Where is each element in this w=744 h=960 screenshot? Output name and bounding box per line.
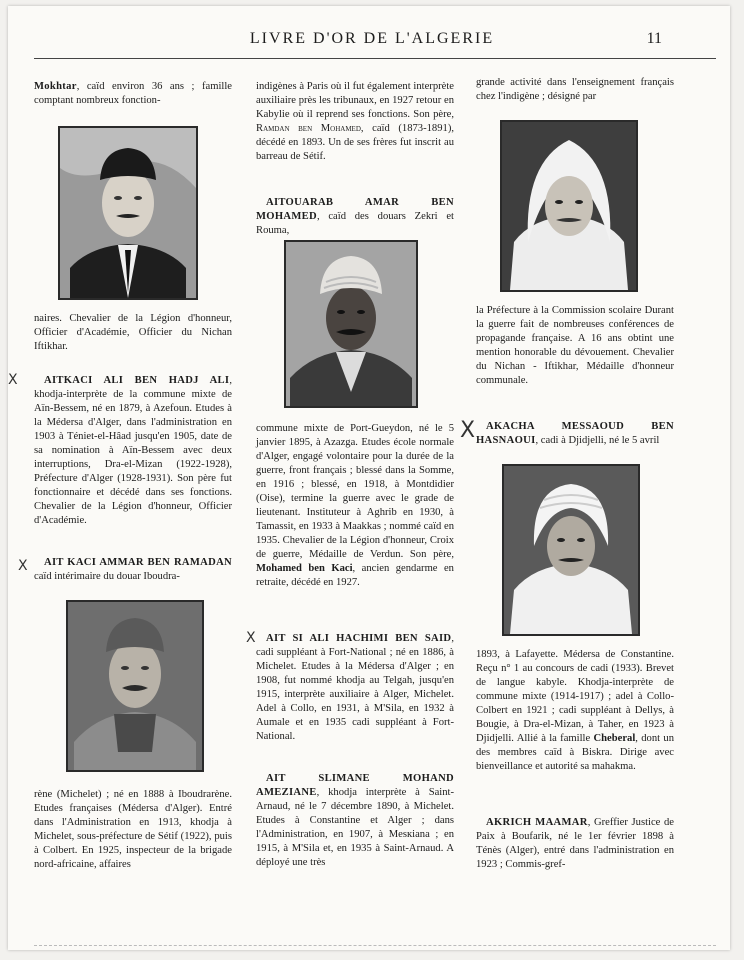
column-2-top bbox=[256, 80, 454, 164]
entry-text: , khodja interprète à Saint-Arnaud, né le 7 décembre 1890, à Michelet. Etudes à Constantine et Alger ; dans l'Administration, en 1907, à Mesкiana ; en 1915, à M'Sila et, en 1935 à Saint-Arnaud. A déployé une très bbox=[256, 787, 454, 868]
column-3-entry-1-cont bbox=[476, 648, 674, 774]
entry-name: AIT KACI AMMAR BEN RAMADAN bbox=[44, 557, 232, 568]
entry-text: , caïd des douars Zekri et Rouma, bbox=[256, 211, 454, 236]
column-1-entry-1-cont bbox=[34, 312, 232, 354]
column-3-top bbox=[476, 76, 674, 104]
father-name: Mohamed ben Kaci bbox=[256, 563, 353, 574]
entry-text: naires. Chevalier de la Légion d'honneur, Officier d'Académie, Officier du Nichan Iftikhar. bbox=[34, 313, 232, 352]
column-2-entry-3 bbox=[256, 772, 454, 870]
entry-text: rène (Michelet) ; né en 1888 à Iboudrarène. Etudes françaises (Médersa d'Alger). Entré dans l'Administration en 1913, khodja à Michelet, sous-préfecture de Sétif (1922), puis à Colbert. En 1925, inspecteur de la brigade nord-africaine, affaires bbox=[34, 789, 232, 870]
entry-text: , caïd environ 36 ans ; famille comptant nombreux fonction- bbox=[34, 81, 232, 106]
margin-x-mark: X bbox=[8, 372, 18, 388]
entry-name: AITKACI ALI BEN HADJ ALI bbox=[44, 375, 230, 386]
entry-text: , khodja-interprète de la commune mixte de Aïn-Bessem, né en 1879, à Azefoun. Etudes à la Médersa d'Alger, dans l'administration en 1903 à Téniet-el-Hâad jusqu'en 1905, date de sa nomination à Aïn-Bessem avec deux interruptions, Dra-el-Mizan (1922-1928), Préfecture d'Alger (1928-1931). Son père fut fonctionnaire et décédé dans ses fonctions. Chevalier de la Légion d'honneur, Officier d'Académie. bbox=[34, 375, 232, 526]
entry-name: AITOUARAB AMAR BEN MOHAMED bbox=[256, 197, 454, 222]
margin-x-mark: X bbox=[18, 558, 28, 574]
entry-text: , Greffier Justice de Paix à Boufarik, né le 1er février 1898 à Ténès (Alger), entré dans l'administration en 1923 ; Commis-gref- bbox=[476, 817, 675, 870]
entry-name: AKACHA MESSAOUD BEN HASNAOUI bbox=[476, 421, 674, 446]
entry-text: grande activité dans l'enseignement français chez l'indigène ; désigné par bbox=[476, 77, 674, 102]
entry-name: Mokhtar bbox=[34, 81, 77, 92]
entry-text: , cadi à Djidjelli, né le 5 avril bbox=[535, 435, 660, 446]
column-3-entry-2 bbox=[476, 816, 674, 872]
column-2-entry-2 bbox=[256, 632, 454, 744]
portrait-white-headdress-icon bbox=[502, 464, 640, 636]
portrait-white-headdress-icon bbox=[500, 120, 638, 292]
entry-text: la Préfecture à la Commission scolaire Durant la guerre fait de nombreuses conférences de propagande française. A 16 ans obtint une mention honorable du dévouement. Chevalier du Nichan - Iftikhar, Médaille d'honneur communale. bbox=[476, 305, 674, 386]
column-1-entry-2 bbox=[34, 374, 232, 528]
portrait-fez-icon bbox=[58, 126, 198, 300]
portrait-turban-icon bbox=[66, 600, 204, 772]
entry-text: caïd intérimaire du douar Iboudra- bbox=[34, 571, 180, 582]
entry-text: , caïd (1873-1891), décédé en 1893. Un de ses frères fut inscrit au barreau de Sétif. bbox=[256, 123, 454, 162]
entry-name: AIT SLIMANE MOHAND AMEZIANE bbox=[256, 773, 454, 798]
entry-name: AIT SI ALI HACHIMI BEN SAID bbox=[266, 633, 452, 644]
entry-text: , ancien gendarme en retraite, décédé en 1927. bbox=[256, 563, 454, 588]
entry-text: commune mixte de Port-Gueydon, né le 5 janvier 1895, à Azazga. Etudes école normale d'Alger, engagé volontaire pour la durée de la guerre, front français ; blessé dans la Somme, en 1916 ; blessé, en 1918, à Montdidier (Oise), termine la guerre avec le grade de lieutenant. Instituteur à Aghrib en 1930, à Tamassit, en 1933 à Maakkas ; nommé caïd en 1935. Chevalier de la Légion d'honneur, Croix de guerre, Médaille de Verdun. Son père, bbox=[256, 423, 454, 560]
page-title: LIVRE D'OR DE L'ALGERIE bbox=[249, 30, 495, 47]
column-2-entry-1 bbox=[256, 196, 454, 238]
column-1-top bbox=[34, 80, 232, 108]
column-3-entry-1 bbox=[476, 420, 674, 448]
entry-name: AKRICH MAAMAR bbox=[486, 817, 588, 828]
margin-x-mark: X bbox=[246, 630, 256, 646]
column-2-entry-1-cont bbox=[256, 422, 454, 590]
column-1-entry-3-cont bbox=[34, 788, 232, 872]
family-name: Cheberal bbox=[593, 733, 636, 744]
page-number: 11 bbox=[646, 30, 662, 47]
portrait-turban-icon bbox=[284, 240, 418, 408]
margin-x-mark: X bbox=[460, 418, 476, 443]
entry-text: indigènes à Paris où il fut également interprète auxiliaire près les tribunaux, en 1927 retour en Kabylie où il reprend ses fonctions. Son père, bbox=[256, 81, 454, 120]
header-divider bbox=[34, 58, 716, 59]
father-name: Ramdan ben Mohamed bbox=[256, 123, 361, 134]
column-1-entry-3 bbox=[34, 556, 232, 584]
entry-text: 1893, à Lafayette. Médersa de Constantine. Reçu n° 1 au concours de cadi (1933). Brevet de langue kabyle. Khodja-interprète de commune mixte (1914-1917) ; adel à Collo-Colbert en 1921 ; cadi suppléant à Dellys, à Bougie, à Dra-el-Mizan, à Taher, en 1923 à Djidjelli. Allié à la famille bbox=[476, 649, 674, 744]
column-3-cont bbox=[476, 304, 674, 388]
footer-divider bbox=[34, 945, 716, 946]
entry-text: , cadi suppléant à Fort-National ; né en 1886, à Michelet. Etudes à la Médersa d'Alger ; en 1908, fut nommé khodja au Telgah, jusqu'en 1915, interprète auxiliaire à Alger, Michelet. Adel à Collo, en 1931, à M'Sila, en 1932 à Aumale et en 1935 cadi suppléant à Fort-National. bbox=[256, 633, 454, 742]
entry-text: , dont un des membres caïd à Biskra. Dirige avec bienveillance et autorité sa mahakma. bbox=[476, 733, 674, 772]
